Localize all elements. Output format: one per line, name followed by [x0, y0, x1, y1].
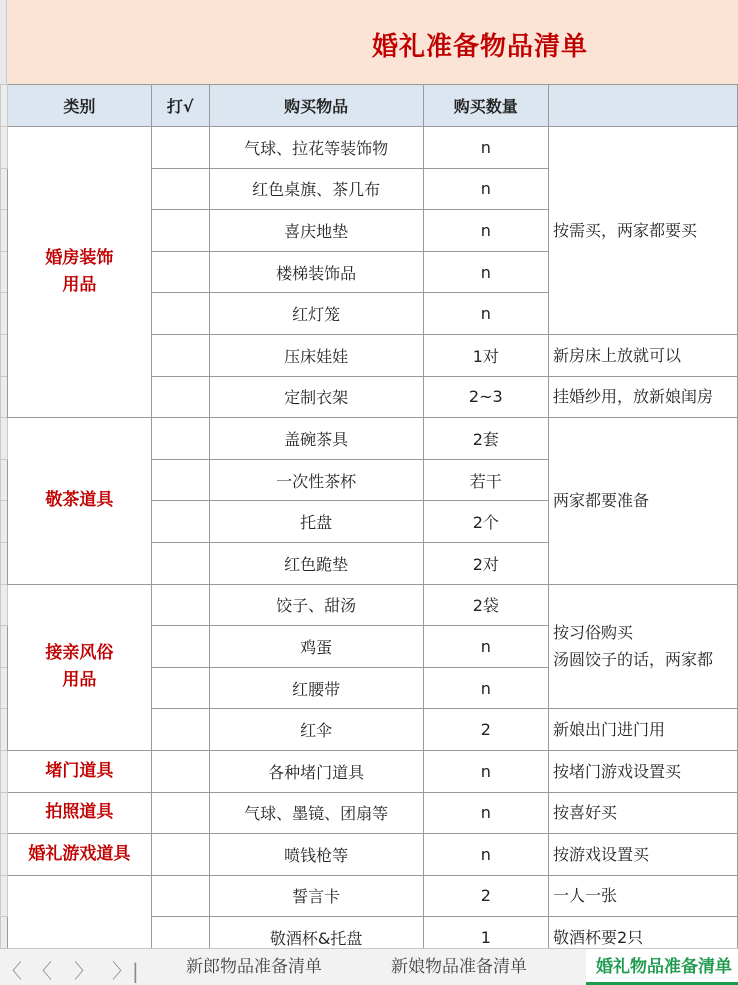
item-cell[interactable]: 红灯笼 [209, 293, 423, 335]
table-row [1, 750, 738, 792]
category-cell[interactable]: 婚礼游戏道具 [7, 834, 151, 876]
quantity-cell[interactable]: n [423, 792, 548, 834]
category-cell[interactable] [7, 875, 151, 948]
tab-groom-list[interactable]: 新郎物品准备清单 [186, 949, 322, 985]
item-cell[interactable]: 楼梯装饰品 [209, 251, 423, 293]
check-cell[interactable] [151, 542, 209, 584]
row-header[interactable] [1, 85, 8, 127]
row-header[interactable] [1, 584, 8, 626]
check-cell[interactable] [151, 334, 209, 376]
row-header[interactable] [0, 0, 7, 84]
check-cell[interactable] [151, 584, 209, 626]
category-cell[interactable]: 堵门道具 [7, 750, 151, 792]
note-line: 汤圆饺子的话，两家都 [553, 650, 713, 669]
quantity-cell[interactable]: n [423, 750, 548, 792]
item-cell[interactable]: 各种堵门道具 [209, 750, 423, 792]
item-cell[interactable]: 誓言卡 [209, 875, 423, 917]
quantity-cell[interactable]: 若干 [423, 459, 548, 501]
check-cell[interactable] [151, 376, 209, 418]
check-cell[interactable] [151, 709, 209, 751]
item-cell[interactable]: 红色桌旗、茶几布 [209, 168, 423, 210]
row-header[interactable] [1, 334, 8, 376]
row-header[interactable] [1, 293, 8, 335]
sheet-tab-bar [0, 948, 738, 985]
quantity-cell[interactable]: n [423, 293, 548, 335]
note-cell[interactable]: 按堵门游戏设置买 [548, 750, 737, 792]
quantity-cell[interactable]: n [423, 251, 548, 293]
title-row[interactable] [0, 0, 738, 85]
tab-wedding-list[interactable]: 婚礼物品准备清单 [586, 949, 738, 985]
check-cell[interactable] [151, 626, 209, 668]
checklist-table [0, 84, 738, 948]
category-line: 婚房装饰 [45, 248, 113, 268]
row-header[interactable] [1, 501, 8, 543]
category-line: 接亲风俗 [45, 643, 113, 663]
quantity-cell[interactable]: n [423, 834, 548, 876]
quantity-cell[interactable]: 1 [423, 917, 548, 948]
item-cell[interactable]: 气球、拉花等装饰物 [209, 127, 423, 169]
quantity-cell[interactable]: 2对 [423, 542, 548, 584]
item-cell[interactable]: 红伞 [209, 709, 423, 751]
table-row [1, 875, 738, 917]
note-cell[interactable]: 挂婚纱用，放新娘闺房 [548, 376, 737, 418]
quantity-cell[interactable]: n [423, 168, 548, 210]
check-cell[interactable] [151, 168, 209, 210]
check-cell[interactable] [151, 459, 209, 501]
category-line: 用品 [62, 275, 96, 295]
row-header[interactable] [1, 210, 8, 252]
quantity-cell[interactable]: 2袋 [423, 584, 548, 626]
item-cell[interactable]: 红色跪垫 [209, 542, 423, 584]
check-cell[interactable] [151, 210, 209, 252]
check-cell[interactable] [151, 251, 209, 293]
check-cell[interactable] [151, 834, 209, 876]
row-header[interactable] [1, 418, 8, 460]
row-header[interactable] [1, 251, 8, 293]
quantity-cell[interactable]: 2 [423, 875, 548, 917]
header-check[interactable]: 打√ [151, 85, 209, 127]
item-cell[interactable]: 压床娃娃 [209, 334, 423, 376]
row-header[interactable] [1, 709, 8, 751]
sheet-title[interactable]: 婚礼准备物品清单 [372, 26, 588, 63]
item-cell[interactable]: 饺子、甜汤 [209, 584, 423, 626]
tab-bride-list[interactable]: 新娘物品准备清单 [391, 949, 527, 985]
check-cell[interactable] [151, 875, 209, 917]
table-row [1, 418, 738, 460]
item-cell[interactable]: 气球、墨镜、团扇等 [209, 792, 423, 834]
note-cell[interactable]: 新房床上放就可以 [548, 334, 737, 376]
quantity-cell[interactable]: 2 [423, 709, 548, 751]
item-cell[interactable]: 托盘 [209, 501, 423, 543]
header-quantity[interactable]: 购买数量 [423, 85, 548, 127]
note-cell[interactable] [548, 584, 737, 709]
table-row [1, 834, 738, 876]
check-cell[interactable] [151, 501, 209, 543]
category-cell[interactable] [7, 584, 151, 750]
quantity-cell[interactable]: 2~3 [423, 376, 548, 418]
note-cell[interactable]: 按游戏设置买 [548, 834, 737, 876]
check-cell[interactable] [151, 792, 209, 834]
item-cell[interactable]: 定制衣架 [209, 376, 423, 418]
item-cell[interactable]: 红腰带 [209, 667, 423, 709]
next-sheet-icon[interactable]: 〉 [74, 955, 94, 984]
prev-sheet-icon[interactable]: 〈 [32, 955, 52, 984]
quantity-cell[interactable]: n [423, 667, 548, 709]
check-cell[interactable] [151, 750, 209, 792]
row-header[interactable] [1, 792, 8, 834]
table-row [1, 792, 738, 834]
row-header[interactable] [1, 667, 8, 709]
item-cell[interactable]: 敬酒杯&托盘 [209, 917, 423, 948]
note-cell[interactable]: 一人一张 [548, 875, 737, 917]
row-header[interactable] [1, 459, 8, 501]
category-cell[interactable]: 拍照道具 [7, 792, 151, 834]
header-note[interactable] [548, 85, 737, 127]
note-cell[interactable]: 按喜好买 [548, 792, 737, 834]
item-cell[interactable]: 一次性茶杯 [209, 459, 423, 501]
last-sheet-icon[interactable]: 〉| [112, 955, 139, 984]
check-cell[interactable] [151, 293, 209, 335]
row-header[interactable] [1, 542, 8, 584]
check-cell[interactable] [151, 917, 209, 948]
header-row [1, 85, 738, 127]
item-cell[interactable]: 盖碗茶具 [209, 418, 423, 460]
row-header[interactable] [1, 875, 8, 917]
note-cell[interactable]: 两家都要准备 [548, 418, 737, 584]
note-line: 按习俗购买 [553, 623, 633, 642]
note-cell[interactable]: 新娘出门进门用 [548, 709, 737, 751]
row-header[interactable] [1, 168, 8, 210]
row-header[interactable] [1, 834, 8, 876]
table-row [1, 584, 738, 626]
check-cell[interactable] [151, 667, 209, 709]
row-header[interactable] [1, 127, 8, 169]
check-cell[interactable] [151, 418, 209, 460]
quantity-cell[interactable]: n [423, 210, 548, 252]
note-cell[interactable]: 按需买，两家都要买 [548, 127, 737, 335]
row-header[interactable] [1, 917, 8, 948]
header-item[interactable]: 购买物品 [209, 85, 423, 127]
quantity-cell[interactable]: 2套 [423, 418, 548, 460]
header-category[interactable]: 类别 [7, 85, 151, 127]
category-line: 敬茶道具 [45, 490, 113, 510]
quantity-cell[interactable]: n [423, 626, 548, 668]
item-cell[interactable]: 喜庆地垫 [209, 210, 423, 252]
category-line: 用品 [62, 670, 96, 690]
note-cell[interactable]: 敬酒杯要2只 [548, 917, 737, 948]
category-cell[interactable] [7, 127, 151, 418]
first-sheet-icon[interactable]: 〈 [2, 955, 22, 984]
table-row [1, 127, 738, 169]
row-header[interactable] [1, 376, 8, 418]
check-cell[interactable] [151, 127, 209, 169]
quantity-cell[interactable]: n [423, 127, 548, 169]
category-cell[interactable] [7, 418, 151, 584]
row-header[interactable] [1, 750, 8, 792]
item-cell[interactable]: 喷钱枪等 [209, 834, 423, 876]
quantity-cell[interactable]: 1对 [423, 334, 548, 376]
item-cell[interactable]: 鸡蛋 [209, 626, 423, 668]
quantity-cell[interactable]: 2个 [423, 501, 548, 543]
row-header[interactable] [1, 626, 8, 668]
